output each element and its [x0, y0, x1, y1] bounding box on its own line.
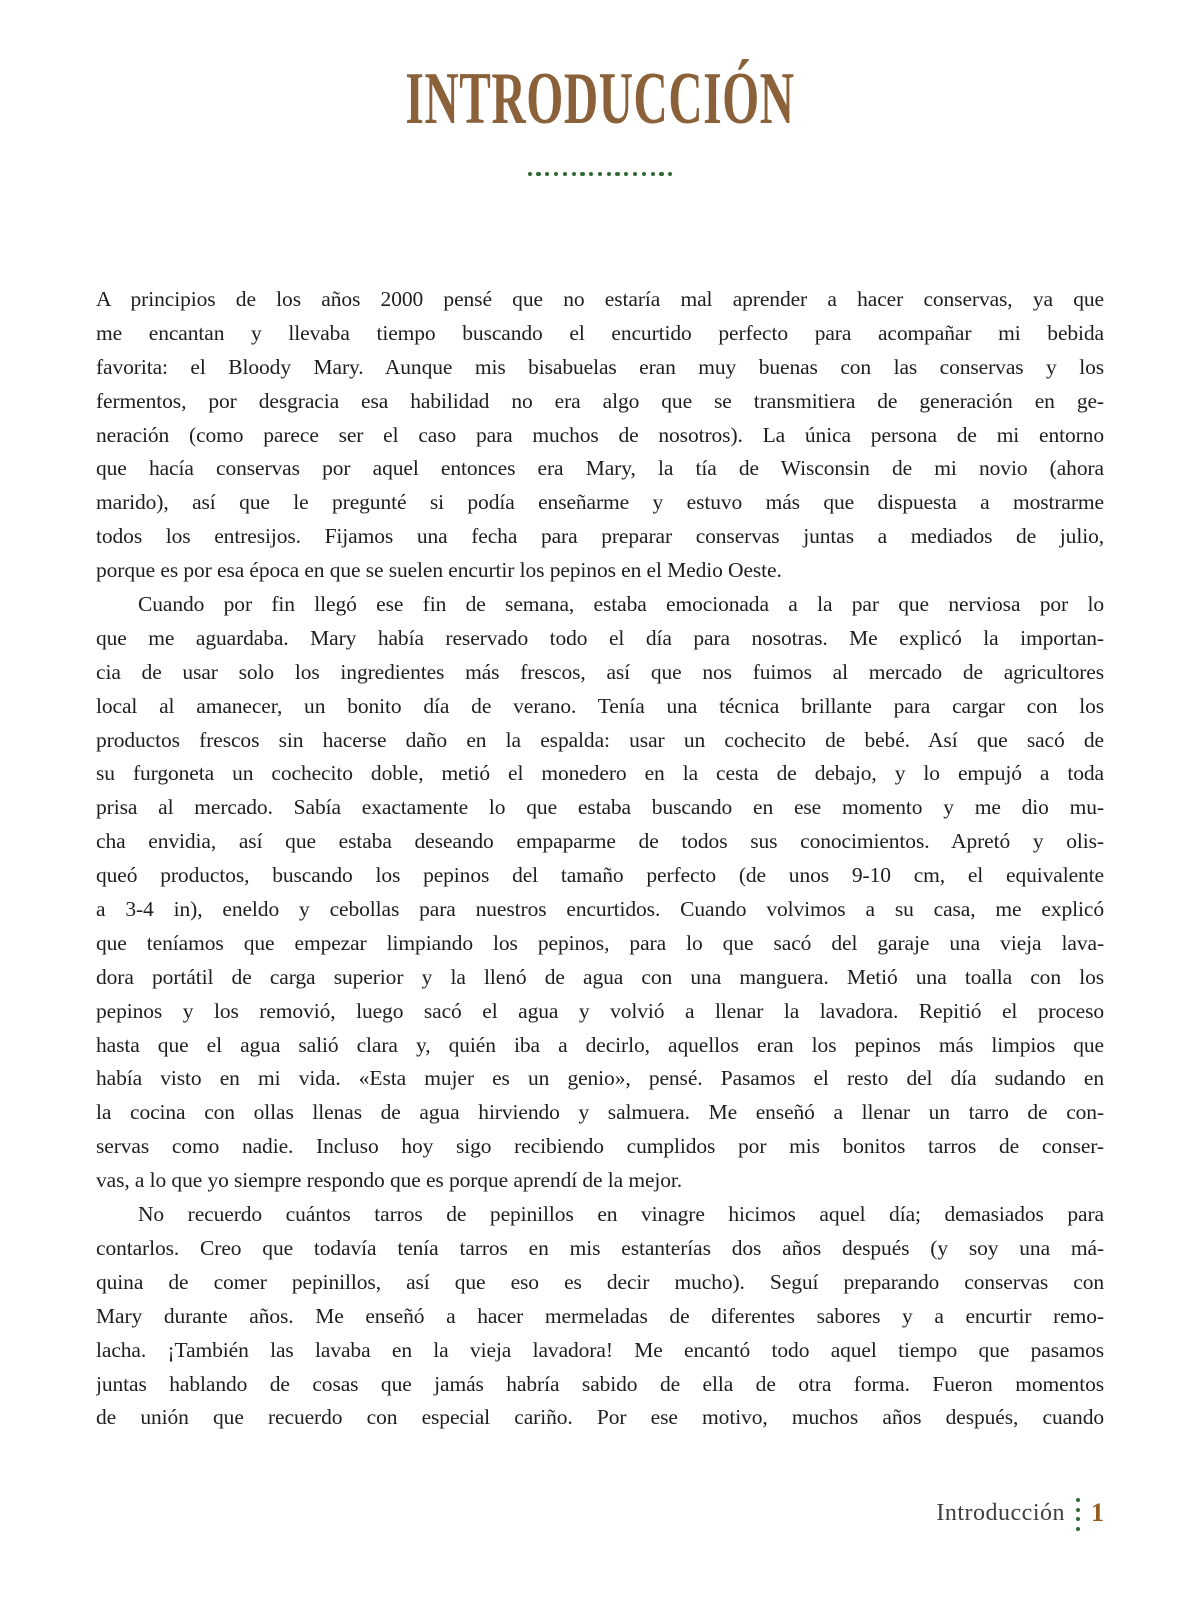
text-line-p3-l2: contarlos. Creo que todavía tenía tarros en mis estanterías dos años después (y soy una má-	[96, 1235, 1104, 1260]
text-line-p2-l5: productos frescos sin hacerse daño en la espalda: usar un cochecito de bebé. Así que sacó de	[96, 727, 1104, 752]
chapter-title: INTRODUCCIÓN	[405, 58, 795, 140]
text-line-p2-l12: dora portátil de carga superior y la llenó de agua con una manguera. Metió una toalla con los	[96, 964, 1104, 989]
text-line-p2-l14: hasta que el agua salió clara y, quién iba a decirlo, aquellos eran los pepinos más limpios que	[96, 1032, 1104, 1057]
divider-dot	[659, 172, 663, 176]
text-line-p2-l13: pepinos y los removió, luego sacó el agua y volvió a llenar la lavadora. Repitió el proceso	[96, 998, 1104, 1023]
text-line-p3-l3: quina de comer pepinillos, así que eso es decir mucho). Seguí preparando conservas con	[96, 1269, 1104, 1294]
dotted-divider	[0, 172, 1200, 176]
text-line-p2-l7: prisa al mercado. Sabía exactamente lo que estaba buscando en ese momento y me dio mu-	[96, 795, 1104, 820]
text-line-p1-l7: marido), así que le pregunté si podía enseñarme y estuvo más que dispuesta a mostrarme	[96, 490, 1104, 515]
text-line-p2-l4: local al amanecer, un bonito día de verano. Tenía una técnica brillante para cargar con los	[96, 693, 1104, 718]
footer-dotted-divider-icon	[1076, 1496, 1080, 1531]
text-line-p2-l17: servas como nadie. Incluso hoy sigo recibiendo cumplidos por mis bonitos tarros de conser-	[96, 1134, 1104, 1159]
divider-dot	[580, 172, 584, 176]
text-line-p1-l2: me encantan y llevaba tiempo buscando el encurtido perfecto para acompañar mi bebida	[96, 320, 1104, 345]
divider-dot	[563, 172, 567, 176]
text-line-p1-l4: fermentos, por desgracia esa habilidad no era algo que se transmitiera de generación en ge-	[96, 388, 1104, 413]
divider-dot	[1076, 1508, 1080, 1512]
divider-dot	[1076, 1527, 1080, 1531]
divider-dot	[668, 172, 672, 176]
page-number: 1	[1091, 1498, 1104, 1528]
text-line-p2-l3: cia de usar solo los ingredientes más frescos, así que nos fuimos al mercado de agricultores	[96, 659, 1104, 684]
text-line-p1-l5: neración (como parece ser el caso para muchos de nosotros). La única persona de mi entorno	[96, 422, 1104, 447]
divider-dot	[554, 172, 558, 176]
divider-dot	[651, 172, 655, 176]
text-line-p2-l9: queó productos, buscando los pepinos del tamaño perfecto (de unos 9-10 cm, el equivalente	[96, 863, 1104, 888]
divider-dot	[598, 172, 602, 176]
text-line-p1-l9: porque es por esa época en que se suelen encurtir los pepinos en el Medio Oeste.	[96, 558, 782, 583]
text-line-p2-l15: había visto en mi vida. «Esta mujer es un genio», pensé. Pasamos el resto del día sudando en	[96, 1066, 1104, 1091]
divider-dot	[624, 172, 628, 176]
text-line-p3-l4: Mary durante años. Me enseñó a hacer mermeladas de diferentes sabores y a encurtir remo-	[96, 1303, 1104, 1328]
text-line-p2-l18: vas, a lo que yo siempre respondo que es porque aprendí de la mejor.	[96, 1168, 683, 1193]
text-line-p2-l11: que teníamos que empezar limpiando los pepinos, para lo que sacó del garaje una vieja lava-	[96, 930, 1104, 955]
text-line-p2-l8: cha envidia, así que estaba deseando empaparme de todos sus conocimientos. Apretó y olis-	[96, 829, 1104, 854]
text-line-p2-l6: su furgoneta un cochecito doble, metió el monedero en la cesta de debajo, y lo empujó a toda	[96, 761, 1104, 786]
divider-dot	[572, 172, 576, 176]
text-line-p3-l1: No recuerdo cuántos tarros de pepinillos en vinagre hicimos aquel día; demasiados para	[138, 1202, 1104, 1227]
text-line-p1-l1: A principios de los años 2000 pensé que no estaría mal aprender a hacer conservas, ya que	[96, 287, 1104, 311]
divider-dot	[633, 172, 637, 176]
text-line-p2-l16: la cocina con ollas llenas de agua hirviendo y salmuera. Me enseñó a llenar un tarro de con-	[96, 1100, 1104, 1125]
divider-dot	[1076, 1517, 1080, 1521]
text-line-p3-l6: juntas hablando de cosas que jamás habría sabido de ella de otra forma. Fueron momentos	[96, 1371, 1104, 1396]
divider-dot	[536, 172, 540, 176]
text-line-p3-l7: de unión que recuerdo con especial cariño. Por ese motivo, muchos años después, cuando	[96, 1405, 1104, 1430]
text-line-p2-l2: que me aguardaba. Mary había reservado todo el día para nosotras. Me explicó la importan-	[96, 625, 1104, 650]
footer-chapter-label: Introducción	[936, 1499, 1065, 1526]
divider-dot	[1076, 1498, 1080, 1502]
text-line-p1-l6: que hacía conservas por aquel entonces era Mary, la tía de Wisconsin de mi novio (ahora	[96, 456, 1104, 481]
divider-dot	[589, 172, 593, 176]
text-line-p2-l10: a 3-4 in), eneldo y cebollas para nuestros encurtidos. Cuando volvimos a su casa, me explicó	[96, 897, 1104, 922]
text-line-p3-l5: lacha. ¡También las lavaba en la vieja lavadora! Me encantó todo aquel tiempo que pasamos	[96, 1337, 1104, 1362]
page-footer	[936, 1496, 1104, 1531]
divider-dot	[615, 172, 619, 176]
divider-dot	[545, 172, 549, 176]
divider-dot	[642, 172, 646, 176]
text-line-p1-l3: favorita: el Bloody Mary. Aunque mis bisabuelas eran muy buenas con las conservas y los	[96, 354, 1104, 379]
divider-dot	[528, 172, 532, 176]
divider-dot	[607, 172, 611, 176]
text-line-p2-l1: Cuando por fin llegó ese fin de semana, estaba emocionada a la par que nerviosa por lo	[138, 592, 1104, 617]
body-text	[96, 283, 1104, 1435]
text-line-p1-l8: todos los entresijos. Fijamos una fecha para preparar conservas juntas a mediados de julio,	[96, 524, 1104, 549]
